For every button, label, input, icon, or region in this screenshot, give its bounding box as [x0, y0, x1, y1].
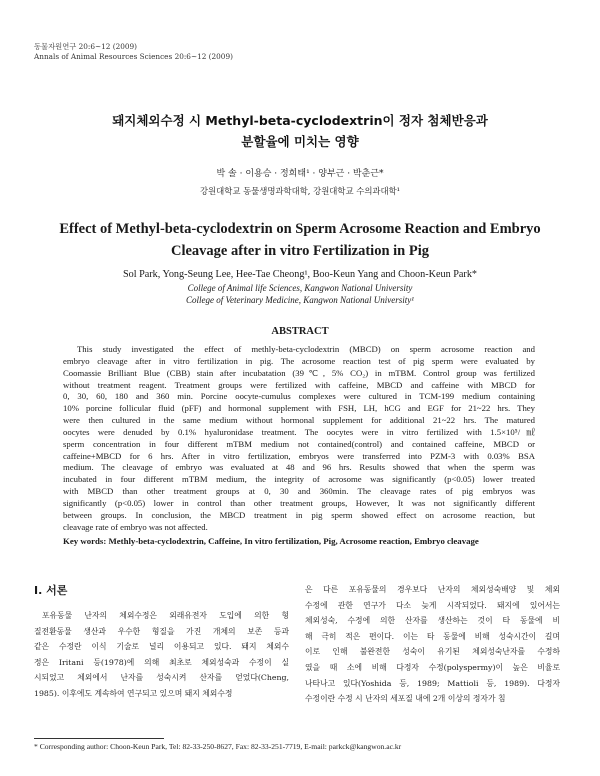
abstract-heading: ABSTRACT [271, 326, 329, 337]
body-line: 수정이란 수정 시 난자의 세포질 내에 2개 이상의 정자가 침 [305, 694, 506, 704]
journal-citation-english: Annals of Animal Resources Sciences 20:6~12 (2009) [34, 52, 233, 61]
footnote-divider [34, 738, 164, 739]
abstract-line: significantly (p<0.05) lower in control than other treatment groups, However, It was not significantly different [63, 497, 535, 508]
abstract-line: Coomassie Brilliant Blue (CBB) stain after incubatation (39℃, 5% CO₂) in mTBM. Control group was fertilized [63, 367, 535, 378]
english-title-line: Effect of Methyl-beta-cyclodextrin on Sperm Acrosome Reaction and Embryo [59, 221, 541, 237]
abstract-line: 0, 30, 60, 180 and 360 min. Porcine oocyte-cumulus complexes were cultured in TCM-199 medium containing [63, 391, 535, 402]
body-line: 나타나고 있다(Yoshida 등, 1989; Mattioli 등, 1989). 다정자 [305, 678, 560, 688]
abstract-line: sperm concentration in four different mTBM medium not contained(control) and contained caffeine, MBCD or [63, 438, 535, 449]
korean-title-line: 돼지체외수정 시 Methyl-beta-cyclodextrin이 정자 첨체반응과 [112, 113, 488, 128]
korean-authors: 박 솔 · 이용승 · 정희태¹ · 양부근 · 박춘근* [216, 169, 384, 179]
journal-header [34, 42, 233, 62]
abstract-line: without treatment reagent. Treatment groups were fertilized with caffeine, MBCD and caffeine with MBCD for [63, 379, 535, 390]
affiliation-line: College of Animal life Sciences, Kangwon National University [187, 283, 413, 293]
english-title [0, 218, 600, 262]
abstract-line: embryo cleavage after in vitro fertilization in pig. The acrosome reaction test of pig sperm were evaluated by [63, 355, 535, 366]
section-heading: Ⅰ. 서론 [34, 584, 68, 597]
body-line: 시되었고 체외에서 난자를 성숙시켜 산자를 얻었다(Cheng, [34, 673, 289, 683]
body-line: 체외성숙, 수정에 의한 산자를 생산하는 것이 타 동물에 비 [305, 616, 560, 626]
body-line: 해 극히 적은 편이다. 이는 타 동물에 비해 성숙시간이 길며 [305, 631, 560, 641]
english-affiliations [0, 282, 600, 306]
abstract-line: medium. The cleavage of embryo was evaluated at 48 and 96 hrs. Results showed that when the sperm was [63, 462, 535, 473]
abstract-line: This study investigated the effect of methly-beta-cyclodextrin (MBCD) on sperm acrosome reaction and [77, 344, 535, 354]
affiliation-line: College of Veterinary Medicine, Kangwon National University¹ [186, 295, 414, 305]
korean-title [0, 110, 600, 152]
intro-left-column [34, 582, 289, 702]
body-line: 였을 때 소에 비해 다정자 수정(polyspermy)이 높은 비율로 [305, 662, 560, 672]
intro-right-column [305, 582, 560, 707]
body-line: 이로 인해 불완전한 성숙이 유기된 체외성숙난자를 수정하 [305, 647, 560, 657]
body-line: 같은 수정란 이식 기술로 널리 이용되고 있다. 돼지 체외수 [34, 642, 289, 652]
korean-affiliation: 강원대학교 동물생명과학대학, 강원대학교 수의과대학¹ [199, 186, 401, 196]
abstract-line: oocytes were denuded by 0.1% hyaluronidase treatment. The oocytes were in vitro fertilized with 1.5×10⁵/㎖ [63, 426, 535, 437]
body-line: 수정에 관한 연구가 다소 늦게 시작되었다. 돼지에 있어서는 [305, 600, 560, 610]
abstract-line: caffeine+MBCD for 6 hrs. After in vitro fertilization, embryos were transferred into PZM-3 with 0.03% BSA [63, 450, 535, 461]
english-authors: Sol Park, Yong-Seung Lee, Hee-Tae Cheong¹, Boo-Keun Yang and Choon-Keun Park* [122, 269, 478, 280]
body-line: 질전환동물 생산과 우수한 형질을 가진 개체의 보존 등과 [34, 626, 289, 636]
abstract-body [63, 344, 535, 534]
abstract-line: with MBCD than other treatment groups at 0, 30 and 360min. The cleavage rates of pig embryos was [63, 486, 535, 497]
body-line: 은 다른 포유동물의 경우보다 난자의 체외성숙배양 및 체외 [305, 585, 560, 594]
abstract-line: cleavage rate of embryo was not affected. [63, 521, 208, 532]
korean-title-line: 분할율에 미치는 영향 [241, 134, 359, 149]
journal-citation-korean: 동물자원연구 20:6~12 (2009) [34, 42, 137, 51]
body-line: 포유동물 난자의 체외수정은 외래유전자 도입에 의한 형 [42, 611, 289, 620]
corresponding-author-footnote: * Corresponding author: Choon-Keun Park, Tel: 82-33-250-8627, Fax: 82-33-251-7719, E-mail: parkck@kangwon.ac.kr [34, 742, 402, 751]
english-title-line: Cleavage after in vitro Fertilization in Pig [171, 243, 429, 259]
abstract-line: incubated in four different mTBM medium, the integrity of acrosome was significantly (p<0.05) lower treated [63, 474, 535, 485]
keywords: Key words: Methly-beta-cyclodextrin, Caffeine, In vitro fertilization, Pig, Acrosome reaction, Embryo cleavage [63, 536, 479, 546]
body-line: 1985). 이후에도 계속하여 연구되고 있으며 돼지 체외수정 [34, 688, 233, 698]
body-line: 정은 Iritani 등(1978)에 의해 최초로 체외성숙과 수정이 실 [34, 657, 289, 667]
abstract-line: 10% porcine follicular fluid (pFF) and hormonal supplement with FSH, LH, hCG and EGF for 21~22 hrs. They [63, 403, 535, 414]
abstract-line: were then cultured in the same medium without hormonal supplement for additional 21~22 hrs. The matured [63, 415, 535, 426]
abstract-line: between groups. In conclusion, the MBCD treatment in pig sperm showed effect on acrosome reaction, but [63, 509, 535, 520]
